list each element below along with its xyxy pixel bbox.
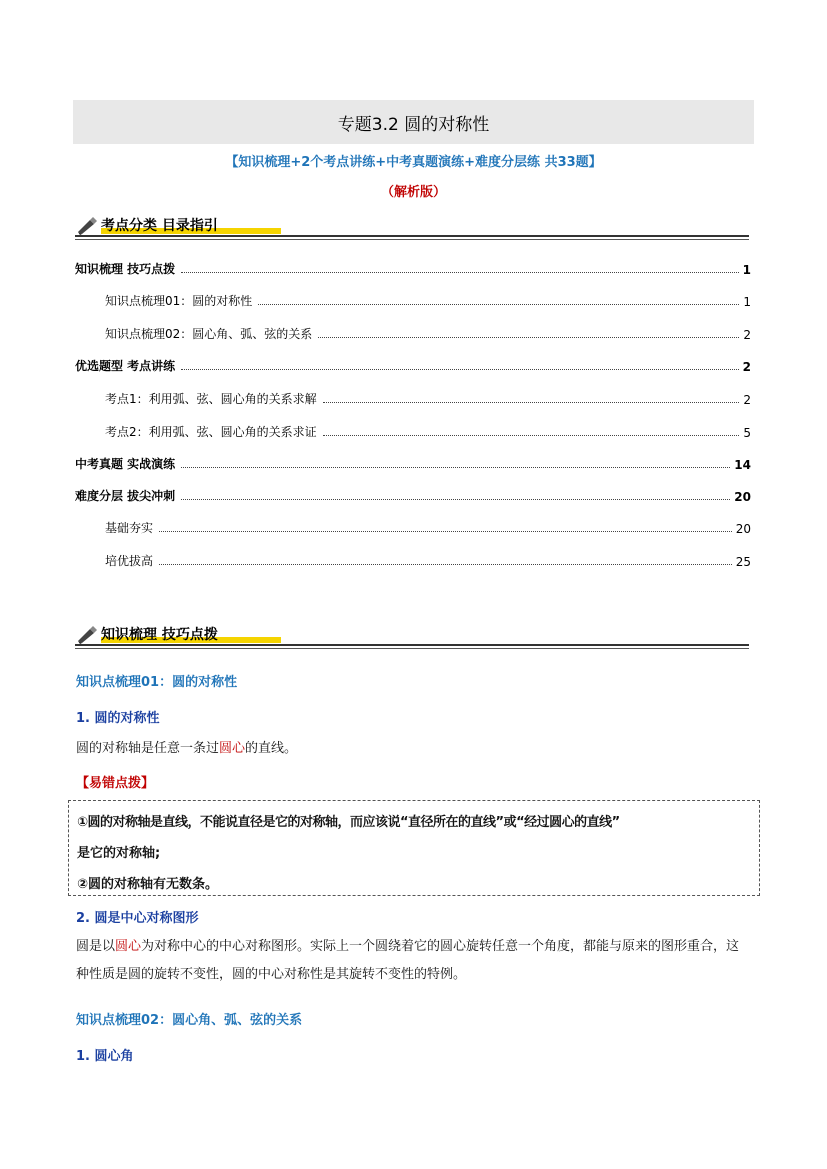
toc-leader	[159, 563, 732, 565]
toc-entry-text: 基础夯实	[105, 521, 154, 535]
item-heading: 1. 圆心角	[76, 1049, 134, 1064]
toc-entry[interactable]	[75, 259, 751, 277]
toc-entry-page: 20	[735, 522, 751, 536]
divider	[75, 235, 749, 237]
warning-label: 【易错点拨】	[76, 776, 155, 791]
toc-entry-text: 知识点梳理02：圆心角、弧、弦的关系	[105, 327, 313, 341]
toc-entry[interactable]	[75, 454, 751, 472]
item-heading: 2. 圆是中心对称图形	[76, 911, 199, 926]
warning-box	[68, 800, 760, 896]
toc-entry[interactable]	[105, 389, 751, 407]
divider	[75, 239, 749, 240]
toc-entry-page: 5	[743, 426, 751, 440]
toc-entry-page: 1	[743, 295, 751, 309]
item-heading: 1. 圆的对称性	[76, 711, 160, 726]
toc-leader	[181, 498, 730, 500]
knowledge-section-label: 知识梳理 技巧点拨	[101, 627, 218, 643]
edition-label: （解析版）	[380, 185, 446, 200]
warning-line: ①圆的对称轴是直线，不能说直径是它的对称轴，而应该说“直径所在的直线”或“经过圆心的直线”	[77, 815, 620, 830]
divider	[75, 648, 749, 649]
toc-entry-page: 1	[742, 263, 751, 277]
toc-entry-page: 14	[734, 458, 751, 472]
pen-icon	[77, 217, 99, 235]
toc-entry[interactable]	[105, 324, 751, 342]
toc-leader	[318, 336, 739, 338]
toc-entry[interactable]	[105, 422, 751, 440]
toc-entry[interactable]	[75, 356, 751, 374]
divider	[75, 644, 749, 646]
toc-entry-page: 2	[743, 328, 751, 342]
toc-entry-text: 优选题型 考点讲练	[75, 359, 176, 373]
toc-entry-page: 20	[734, 490, 751, 504]
toc-leader	[258, 303, 739, 305]
pen-icon	[77, 626, 99, 644]
toc-entry-text: 考点2：利用弧、弦、圆心角的关系求证	[105, 425, 317, 439]
toc-entry-text: 培优拔高	[105, 554, 154, 568]
toc-entry-text: 中考真题 实战演练	[75, 457, 176, 471]
toc-section-label: 考点分类 目录指引	[101, 218, 218, 234]
toc-section-header	[75, 213, 749, 243]
toc-entry-page: 25	[735, 555, 751, 569]
knowledge-point-heading: 知识点梳理01：圆的对称性	[76, 675, 238, 690]
toc-entry[interactable]	[105, 518, 751, 536]
toc-entry[interactable]	[105, 551, 751, 569]
toc-entry-text: 难度分层 拔尖冲刺	[75, 489, 176, 503]
toc-entry[interactable]	[75, 486, 751, 504]
toc-entry-text: 知识点梳理01：圆的对称性	[105, 294, 253, 308]
paragraph: 圆是以圆心为对称中心的中心对称图形。实际上一个圆绕着它的圆心旋转任意一个角度，都能与原来的图形重合，这种性质是圆的旋转不变性，圆的中心对称性是其旋转不变性的特例。	[76, 939, 740, 982]
toc-entry-page: 2	[742, 360, 751, 374]
knowledge-section-header	[75, 622, 749, 652]
subtitle: 【知识梳理+2个考点讲练+中考真题演练+难度分层练 共33题】	[225, 155, 602, 170]
warning-line: ②圆的对称轴有无数条。	[77, 877, 219, 892]
toc-entry-text: 知识梳理 技巧点拨	[75, 262, 176, 276]
warning-line: 是它的对称轴;	[77, 846, 161, 861]
toc-leader	[181, 466, 730, 468]
toc-leader	[181, 271, 738, 273]
toc-entry[interactable]	[105, 291, 751, 309]
paragraph: 圆的对称轴是任意一条过圆心的直线。	[76, 741, 298, 756]
toc-leader	[323, 434, 739, 436]
toc-entry-page: 2	[743, 393, 751, 407]
toc-leader	[159, 530, 732, 532]
knowledge-point-heading: 知识点梳理02：圆心角、弧、弦的关系	[76, 1013, 303, 1028]
page-title: 专题3.2 圆的对称性	[73, 100, 754, 144]
toc-entry-text: 考点1：利用弧、弦、圆心角的关系求解	[105, 392, 317, 406]
toc-leader	[181, 368, 738, 370]
toc-leader	[323, 401, 739, 403]
